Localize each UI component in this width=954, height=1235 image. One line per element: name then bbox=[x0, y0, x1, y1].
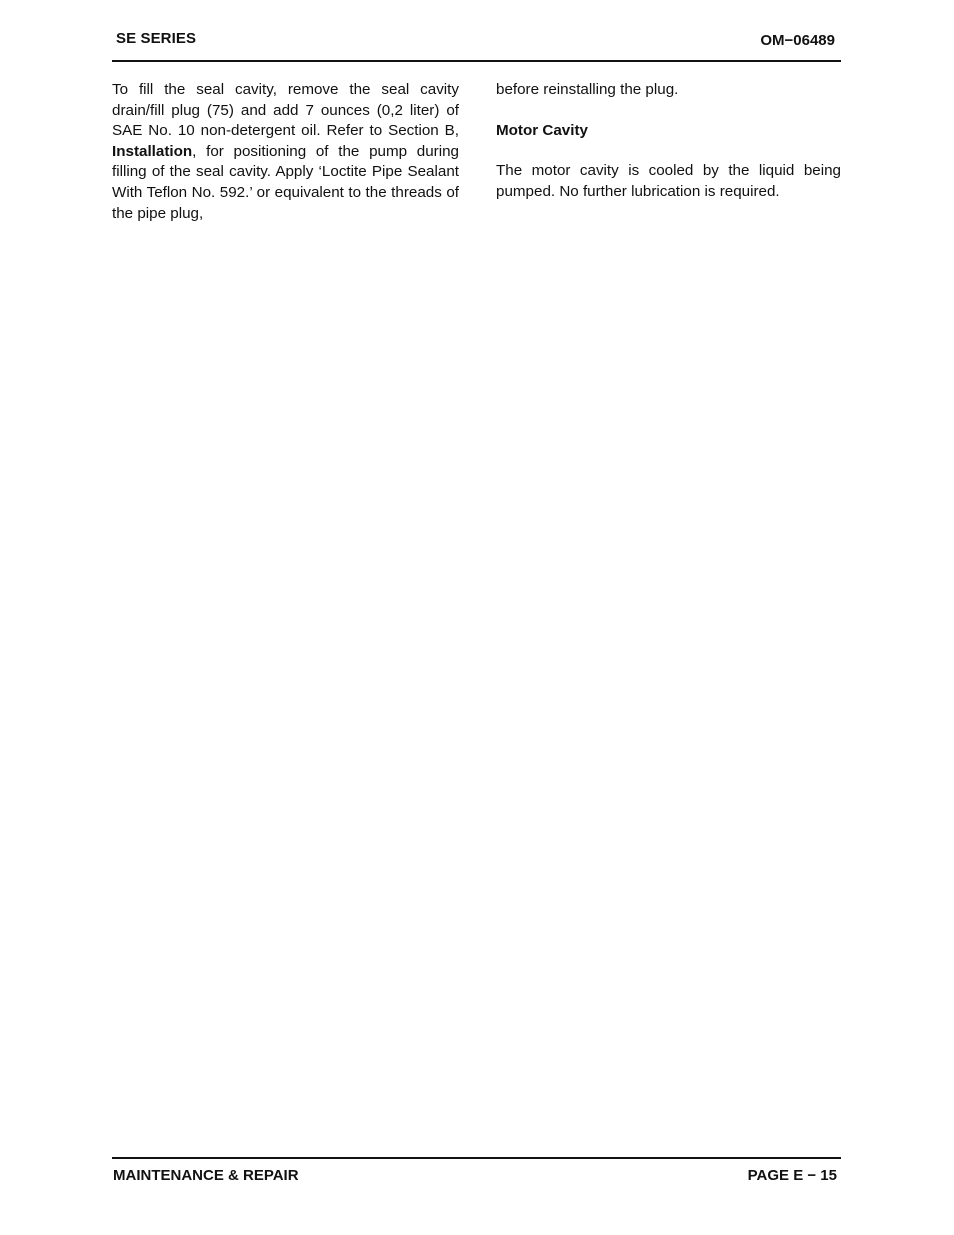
right-column bbox=[496, 80, 841, 202]
footer-page-number: PAGE E − 15 bbox=[747, 1167, 837, 1184]
header-doc-number: OM−06489 bbox=[760, 32, 835, 49]
page-header bbox=[112, 28, 841, 62]
motor-cavity-paragraph: The motor cavity is cooled by the liquid being pumped. No further lubrication is required. bbox=[496, 162, 841, 200]
seal-cavity-text-2: , for positioning of the pump during filling of the seal cavity. Apply ‘Loctite Pipe Sealant With Teflon No. 592.’ or equivalent to the threads of the pipe plug, bbox=[112, 142, 459, 222]
page-footer bbox=[112, 1157, 841, 1189]
left-column bbox=[112, 80, 459, 224]
motor-cavity-heading: Motor Cavity bbox=[496, 121, 588, 139]
installation-reference: Installation bbox=[112, 142, 193, 160]
seal-cavity-text-1: To fill the seal cavity, remove the seal cavity drain/fill plug (75) and add 7 ounces (0,2 liter) of SAE No. 10 non-detergent oil. Refer to Section B, bbox=[112, 81, 459, 140]
header-series: SE SERIES bbox=[116, 30, 197, 47]
continuation-paragraph: before reinstalling the plug. bbox=[496, 81, 679, 98]
seal-cavity-paragraph bbox=[112, 80, 459, 224]
footer-section: MAINTENANCE & REPAIR bbox=[113, 1167, 299, 1184]
